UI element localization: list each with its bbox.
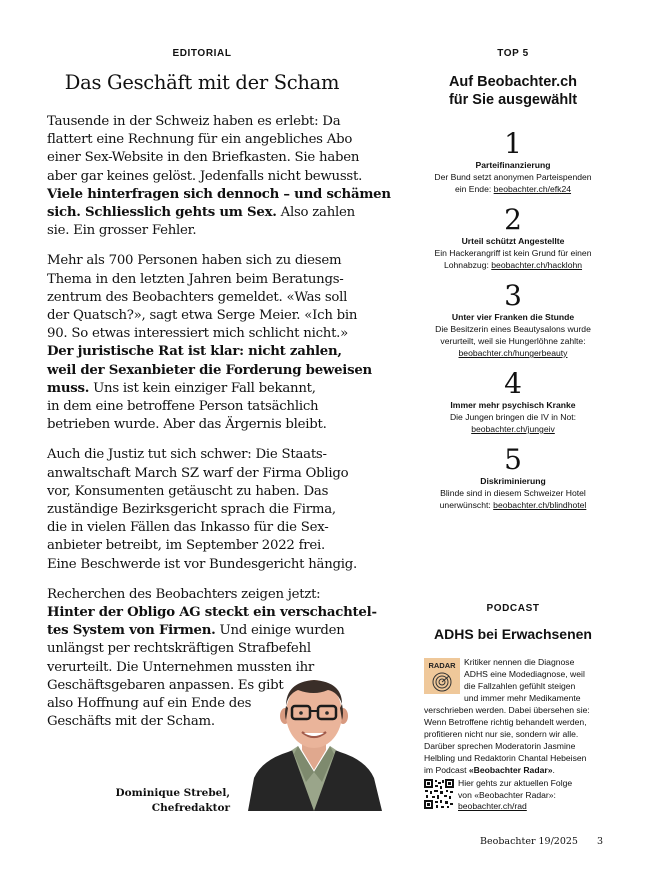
- text-line: [424, 764, 612, 776]
- text: .: [552, 765, 555, 775]
- text-line: Recherchen des Beobachters zeigen jetzt:: [47, 586, 321, 602]
- item-number: 4: [504, 367, 522, 400]
- item-description: Ein Hackerangriff ist kein Grund für einen: [434, 248, 592, 258]
- bold-text: Viele hinterfragen sich dennoch – und schämen: [47, 186, 391, 202]
- top5-title: [418, 73, 608, 109]
- bold-text: weil der Sexanbieter die Forderung beweisen: [47, 362, 372, 378]
- top5-title-line: Auf Beobachter.ch: [448, 74, 578, 90]
- item-description: Blinde sind in diesem Schweizer Hotel: [440, 488, 586, 498]
- text-line: in dem eine betroffene Person tatsächlich: [47, 399, 319, 415]
- top5-title-line: für Sie ausgewählt: [448, 92, 578, 108]
- text-line: [47, 186, 391, 204]
- podcast-description: [424, 656, 612, 776]
- text-line: [47, 362, 372, 380]
- qr-caption: [458, 778, 572, 813]
- item-description: [418, 259, 608, 271]
- item-link[interactable]: beobachter.ch/hungerbeauty: [458, 348, 568, 358]
- text-line: Thema in den letzten Jahren beim Beratungs-: [47, 271, 344, 287]
- text-line: ADHS eine Modediagnose, weil: [464, 669, 585, 679]
- text-line: aber gar keines gelöst. Jedenfalls nicht bewusst.: [47, 168, 363, 184]
- item-description: [418, 347, 608, 359]
- item-number: 5: [504, 443, 522, 476]
- radar-logo-text: RADAR: [428, 661, 456, 670]
- item-number: 2: [504, 203, 522, 236]
- text-line: vor, Konsumenten getäuscht zu haben. Das: [47, 483, 329, 499]
- text-line: Geschäfts mit der Scham.: [47, 714, 215, 730]
- text-line: 90. So etwas interessiert mich schlicht nicht.»: [47, 326, 349, 342]
- item-description: Die Jungen bringen die IV in Not:: [449, 412, 577, 422]
- text-line: sie. Ein grosser Fehler.: [47, 223, 197, 239]
- text: Uns ist kein einziger Fall bekannt,: [89, 380, 316, 396]
- text-line: zuständige Bezirksgericht sprach die Firma,: [47, 502, 336, 518]
- qr-code-icon: [424, 779, 454, 809]
- text-line: anbieter betreibt, im September 2022 frei.: [47, 538, 325, 554]
- paragraph-2: [47, 252, 372, 434]
- text-line: Hier gehts zur aktuellen Folge: [458, 778, 573, 788]
- editorial-headline: Das Geschäft mit der Scham: [64, 71, 340, 94]
- bold-text: tes System von Firmen.: [47, 623, 216, 639]
- text-line: Auch die Justiz tut sich schwer: Die Staats-: [47, 447, 327, 463]
- item-description: [418, 183, 608, 195]
- text-line: [47, 343, 357, 361]
- text-line: Wenn Betroffene richtig behandelt werden,: [424, 717, 587, 727]
- item-title: Immer mehr psychisch Kranke: [450, 400, 576, 410]
- item-description: Der Bund setzt anonymen Parteispenden: [434, 172, 592, 182]
- text: Also zahlen: [276, 205, 355, 221]
- item-number: 3: [504, 279, 522, 312]
- bold-text: sich. Schliesslich gehts um Sex.: [47, 205, 277, 221]
- text-line: unlängst per rechtskräftigen Strafbefehl: [47, 641, 311, 657]
- text-line: [47, 204, 357, 222]
- item-description: [418, 423, 608, 435]
- item-description: [418, 499, 608, 511]
- text-line: verurteilt. Die Unternehmen mussten ihr: [47, 659, 315, 675]
- section-label-podcast: PODCAST: [486, 603, 540, 614]
- editorial-body: [47, 113, 391, 744]
- text-line: einer Sex-Website in den Briefkasten. Sie haben: [47, 150, 360, 166]
- item-link[interactable]: beobachter.ch/blindhotel: [493, 500, 587, 510]
- section-label-editorial: EDITORIAL: [172, 48, 232, 59]
- text-line: [47, 622, 357, 640]
- text-line: Eine Beschwerde ist vor Bundesgericht hängig.: [47, 556, 358, 572]
- top5-item: [418, 203, 608, 271]
- text: Lohnabzug:: [443, 260, 492, 270]
- text: Und einige wurden: [215, 623, 345, 639]
- paragraph-1: [47, 113, 391, 240]
- text-line: Mehr als 700 Personen haben sich zu diesem: [47, 253, 342, 269]
- text-line: betrieben wurde. Aber das Ärgernis bleibt.: [47, 417, 327, 433]
- page-number: 3: [597, 836, 604, 847]
- item-link[interactable]: beobachter.ch/efk24: [493, 184, 572, 194]
- text-line: verschrieben werden. Dabei übersehen sie:: [424, 705, 590, 715]
- text-line: [47, 604, 377, 622]
- text: im Podcast: [424, 765, 469, 775]
- bold-text: Der juristische Rat ist klar: nicht zahlen,: [47, 344, 342, 360]
- item-title: Unter vier Franken die Stunde: [451, 312, 575, 322]
- author-photo: [240, 680, 386, 811]
- text-line: Geschäftsgebaren anpassen. Es gibt: [47, 677, 284, 693]
- top5-item: [418, 279, 608, 359]
- text-line: die Fallzahlen gefühlt steigen: [464, 681, 576, 691]
- author-role: Chefredaktor: [151, 802, 230, 814]
- top5-item: [418, 443, 608, 511]
- text-line: die in vielen Fällen das Inkasso für die Sex-: [47, 520, 329, 536]
- item-title: Urteil schützt Angestellte: [461, 236, 565, 246]
- top5-item: [418, 367, 608, 435]
- text-line: zentrum des Beobachters gemeldet. «Was soll: [47, 289, 348, 305]
- qr-code[interactable]: [424, 779, 454, 809]
- author-portrait-icon: [240, 680, 386, 811]
- item-description: Die Besitzerin eines Beautysalons wurde: [435, 324, 591, 334]
- footer-magazine: Beobachter 19/2025: [480, 836, 578, 847]
- text-line: der Quatsch?», sagt etwa Serge Meier. «Ich bin: [47, 308, 358, 324]
- podcast-title: ADHS bei Erwachsenen: [434, 626, 592, 642]
- text-line: also Hoffnung auf ein Ende des: [47, 696, 252, 712]
- item-description: verurteilt, weil sie Hungerlöhne zahlte:: [440, 336, 586, 346]
- item-link[interactable]: beobachter.ch/jungeiv: [471, 424, 555, 434]
- item-link[interactable]: beobachter.ch/hacklohn: [491, 260, 583, 270]
- bold-text: Hinter der Obligo AG steckt ein verschachtel-: [47, 605, 377, 621]
- text-line: profitieren nicht nur sie, sondern wir alle.: [424, 729, 579, 739]
- text-line: und immer mehr Medikamente: [464, 693, 581, 703]
- top5-item: [418, 127, 608, 195]
- item-number: 1: [504, 127, 522, 160]
- section-label-top5: TOP 5: [497, 48, 529, 59]
- text-line: Kritiker nennen die Diagnose: [464, 657, 575, 667]
- bold-text: muss.: [47, 380, 90, 396]
- text-line: Helbling und Redaktorin Chantal Hebeisen: [424, 753, 587, 763]
- paragraph-3: [47, 446, 357, 573]
- podcast-name: «Beobachter Radar»: [468, 765, 553, 775]
- author-signature: [112, 786, 230, 816]
- text-line: anwaltschaft March SZ warf der Firma Obligo: [47, 465, 349, 481]
- item-title: Parteifinanzierung: [475, 160, 551, 170]
- podcast-link[interactable]: beobachter.ch/rad: [458, 801, 527, 811]
- author-name: Dominique Strebel,: [115, 787, 230, 799]
- text: ein Ende:: [454, 184, 494, 194]
- text: unerwünscht:: [439, 500, 494, 510]
- item-title: Diskriminierung: [480, 476, 546, 486]
- text-line: Darüber sprechen Moderatorin Jasmine: [424, 741, 576, 751]
- text-line: [47, 380, 357, 398]
- text-line: von «Beobachter Radar»:: [458, 789, 556, 800]
- text-line: flattert eine Rechnung für ein angebliches Abo: [47, 132, 353, 148]
- text-line: Tausende in der Schweiz haben es erlebt: Da: [47, 114, 341, 129]
